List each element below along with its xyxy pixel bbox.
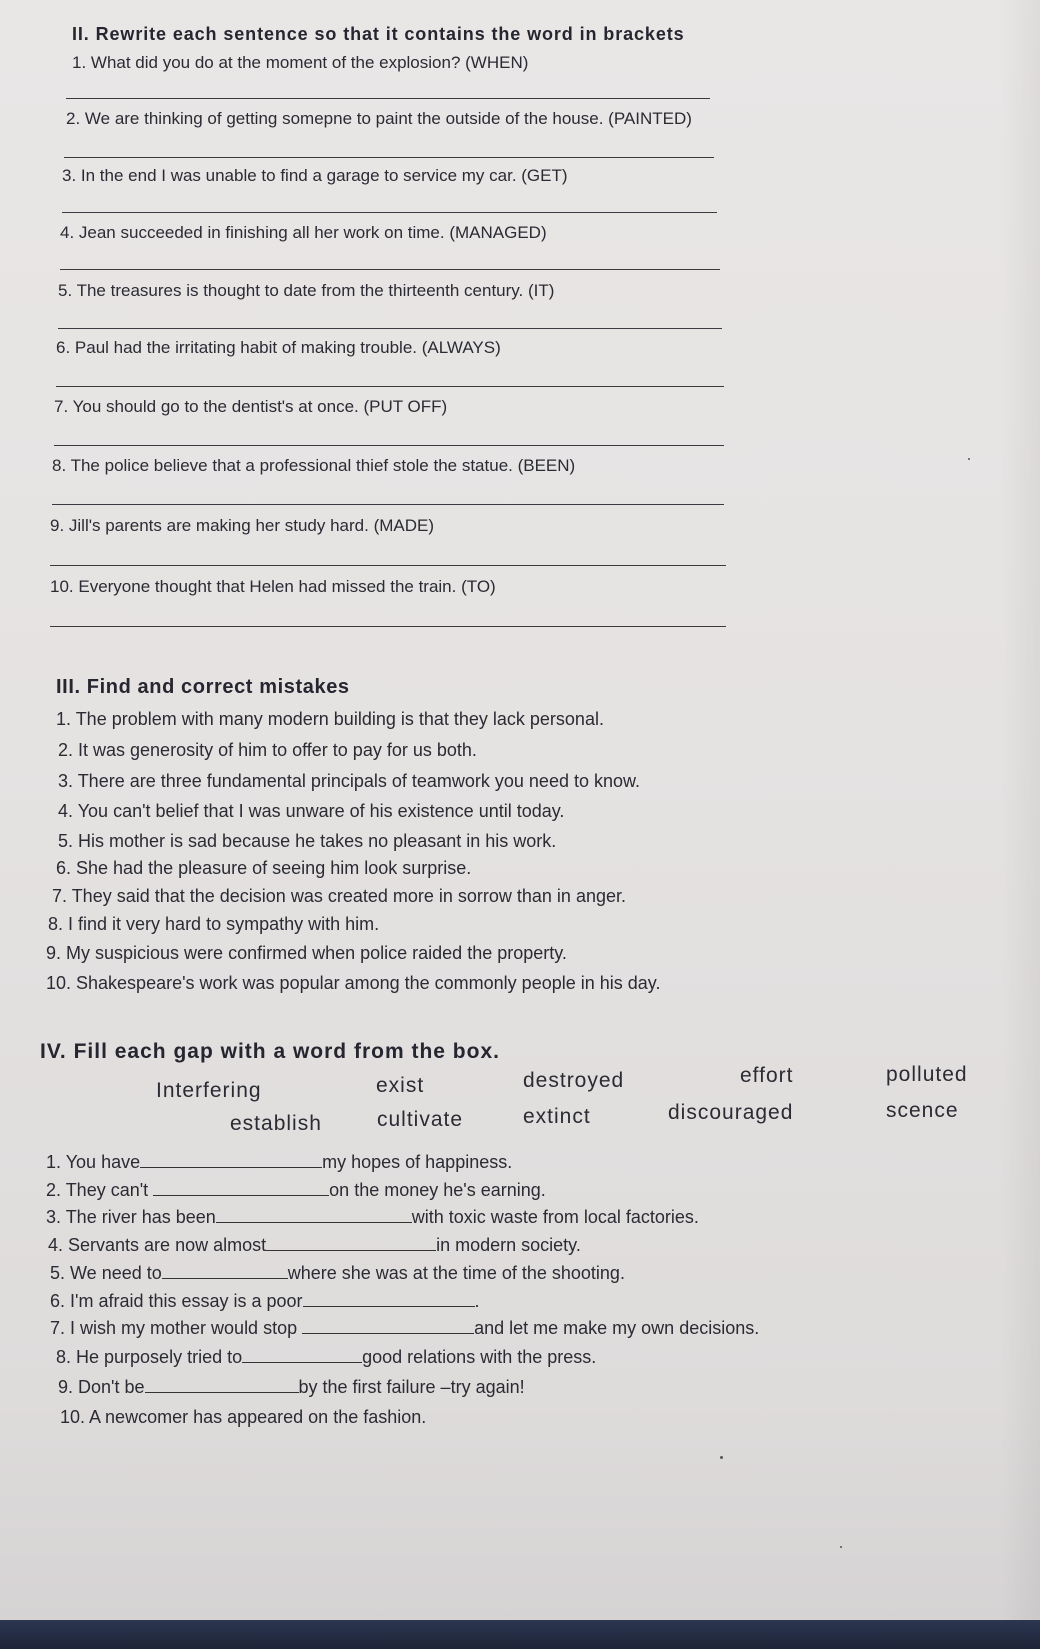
mistake-item-3: 3. There are three fundamental principals of teamwork you need to know. [58,771,641,791]
rewrite-item-2: 2. We are thinking of getting somepne to paint the outside of the house. (PAINTED) [66,109,692,128]
rewrite-item-10: 10. Everyone thought that Helen had missed the train. (TO) [50,577,496,596]
gap-item-6 [50,1291,480,1312]
mistake-item-9: 9. My suspicious were confirmed when police raided the property. [46,943,567,963]
gap-item-5-before: 5. We need to [50,1263,162,1283]
rewrite-item-3: 3. In the end I was unable to find a garage to service my car. (GET) [62,166,568,185]
gap-item-2-before: 2. They can't [46,1180,154,1200]
box-word-establish: establish [230,1112,322,1135]
gap-item-5 [50,1263,625,1284]
mistake-item-8: 8. I find it very hard to sympathy with him. [48,914,380,934]
rewrite-item-9: 9. Jill's parents are making her study hard. (MADE) [50,516,435,535]
answer-line-10[interactable] [50,626,726,627]
gap-item-7 [50,1318,759,1339]
section-2-heading: II. Rewrite each sentence so that it contains the word in brackets [72,24,685,44]
rewrite-item-8: 8. The police believe that a professional thief stole the statue. (BEEN) [52,456,576,475]
rewrite-item-4: 4. Jean succeeded in finishing all her work on time. (MANAGED) [60,223,547,242]
gap-item-3-after: with toxic waste from local factories. [411,1207,699,1227]
answer-line-1[interactable] [66,98,710,99]
gap-item-2 [46,1180,546,1201]
answer-line-2[interactable] [64,157,714,158]
paper-speck [720,1456,723,1459]
gap-item-6-before: 6. I'm afraid this essay is a poor [50,1291,303,1311]
box-word-polluted: polluted [886,1063,968,1086]
answer-line-3[interactable] [62,212,717,213]
gap-item-10 [60,1407,426,1428]
rewrite-item-7: 7. You should go to the dentist's at once. (PUT OFF) [54,397,448,416]
gap-blank-2[interactable] [153,1180,329,1196]
rewrite-item-1: 1. What did you do at the moment of the explosion? (WHEN) [72,53,529,72]
gap-item-1 [46,1152,512,1173]
box-word-scence: scence [886,1099,959,1122]
section-3-heading: III. Find and correct mistakes [56,676,350,698]
section-4-heading: IV. Fill each gap with a word from the box. [40,1040,500,1063]
mistake-item-7: 7. They said that the decision was created more in sorrow than in anger. [52,886,626,906]
gap-item-4-after: in modern society. [436,1235,581,1255]
gap-item-5-after: where she was at the time of the shooting. [287,1263,625,1283]
answer-line-9[interactable] [50,565,726,566]
gap-blank-9[interactable] [145,1377,299,1393]
gap-item-9-after: by the first failure –try again! [298,1377,525,1397]
gap-item-10-before: 10. A newcomer has appeared on the fashion. [60,1407,427,1427]
gap-item-4-before: 4. Servants are now almost [48,1235,267,1255]
gap-blank-7[interactable] [302,1318,474,1334]
gap-item-1-before: 1. You have [46,1152,141,1172]
gap-blank-6[interactable] [303,1291,475,1307]
gap-item-7-after: and let me make my own decisions. [474,1318,760,1338]
answer-line-7[interactable] [54,445,724,446]
gap-item-3-before: 3. The river has been [46,1207,216,1227]
background-surface [0,1620,1040,1649]
gap-item-9 [58,1377,525,1398]
gap-item-4 [48,1235,581,1256]
mistake-item-10: 10. Shakespeare's work was popular among the commonly people in his day. [46,973,661,993]
paper-speck [840,1546,842,1548]
gap-blank-1[interactable] [140,1152,322,1168]
rewrite-item-5: 5. The treasures is thought to date from the thirteenth century. (IT) [58,281,555,300]
gap-item-7-before: 7. I wish my mother would stop [50,1318,303,1338]
gap-item-2-after: on the money he's earning. [329,1180,546,1200]
answer-line-4[interactable] [60,269,720,270]
gap-item-9-before: 9. Don't be [58,1377,145,1397]
gap-item-1-after: my hopes of happiness. [322,1152,513,1172]
box-word-destroyed: destroyed [523,1069,625,1092]
gap-item-8-before: 8. He purposely tried to [56,1347,243,1367]
mistake-item-6: 6. She had the pleasure of seeing him look surprise. [56,858,472,878]
gap-blank-5[interactable] [162,1263,288,1279]
gap-item-8 [56,1347,596,1368]
mistake-item-2: 2. It was generosity of him to offer to pay for us both. [58,740,477,760]
answer-line-6[interactable] [56,386,724,387]
box-word-exist: exist [376,1074,425,1097]
gap-blank-4[interactable] [266,1235,436,1251]
gap-item-3 [46,1207,699,1228]
box-word-discouraged: discouraged [668,1101,794,1124]
page-edge-shadow [1000,0,1040,1620]
mistake-item-5: 5. His mother is sad because he takes no pleasant in his work. [58,831,557,851]
gap-item-6-after: . [474,1291,480,1311]
mistake-item-4: 4. You can't belief that I was unware of his existence until today. [58,801,565,821]
gap-blank-3[interactable] [216,1207,412,1223]
gap-item-8-after: good relations with the press. [362,1347,597,1367]
answer-line-8[interactable] [52,504,724,505]
gap-blank-8[interactable] [242,1347,362,1363]
paper-speck [968,458,970,460]
box-word-extinct: extinct [523,1105,591,1128]
box-word-effort: effort [740,1064,794,1087]
mistake-item-1: 1. The problem with many modern building is that they lack personal. [56,709,604,729]
box-word-cultivate: cultivate [377,1108,464,1131]
rewrite-item-6: 6. Paul had the irritating habit of making trouble. (ALWAYS) [56,338,501,357]
box-word-interfering: Interfering [156,1079,262,1102]
answer-line-5[interactable] [58,328,722,329]
